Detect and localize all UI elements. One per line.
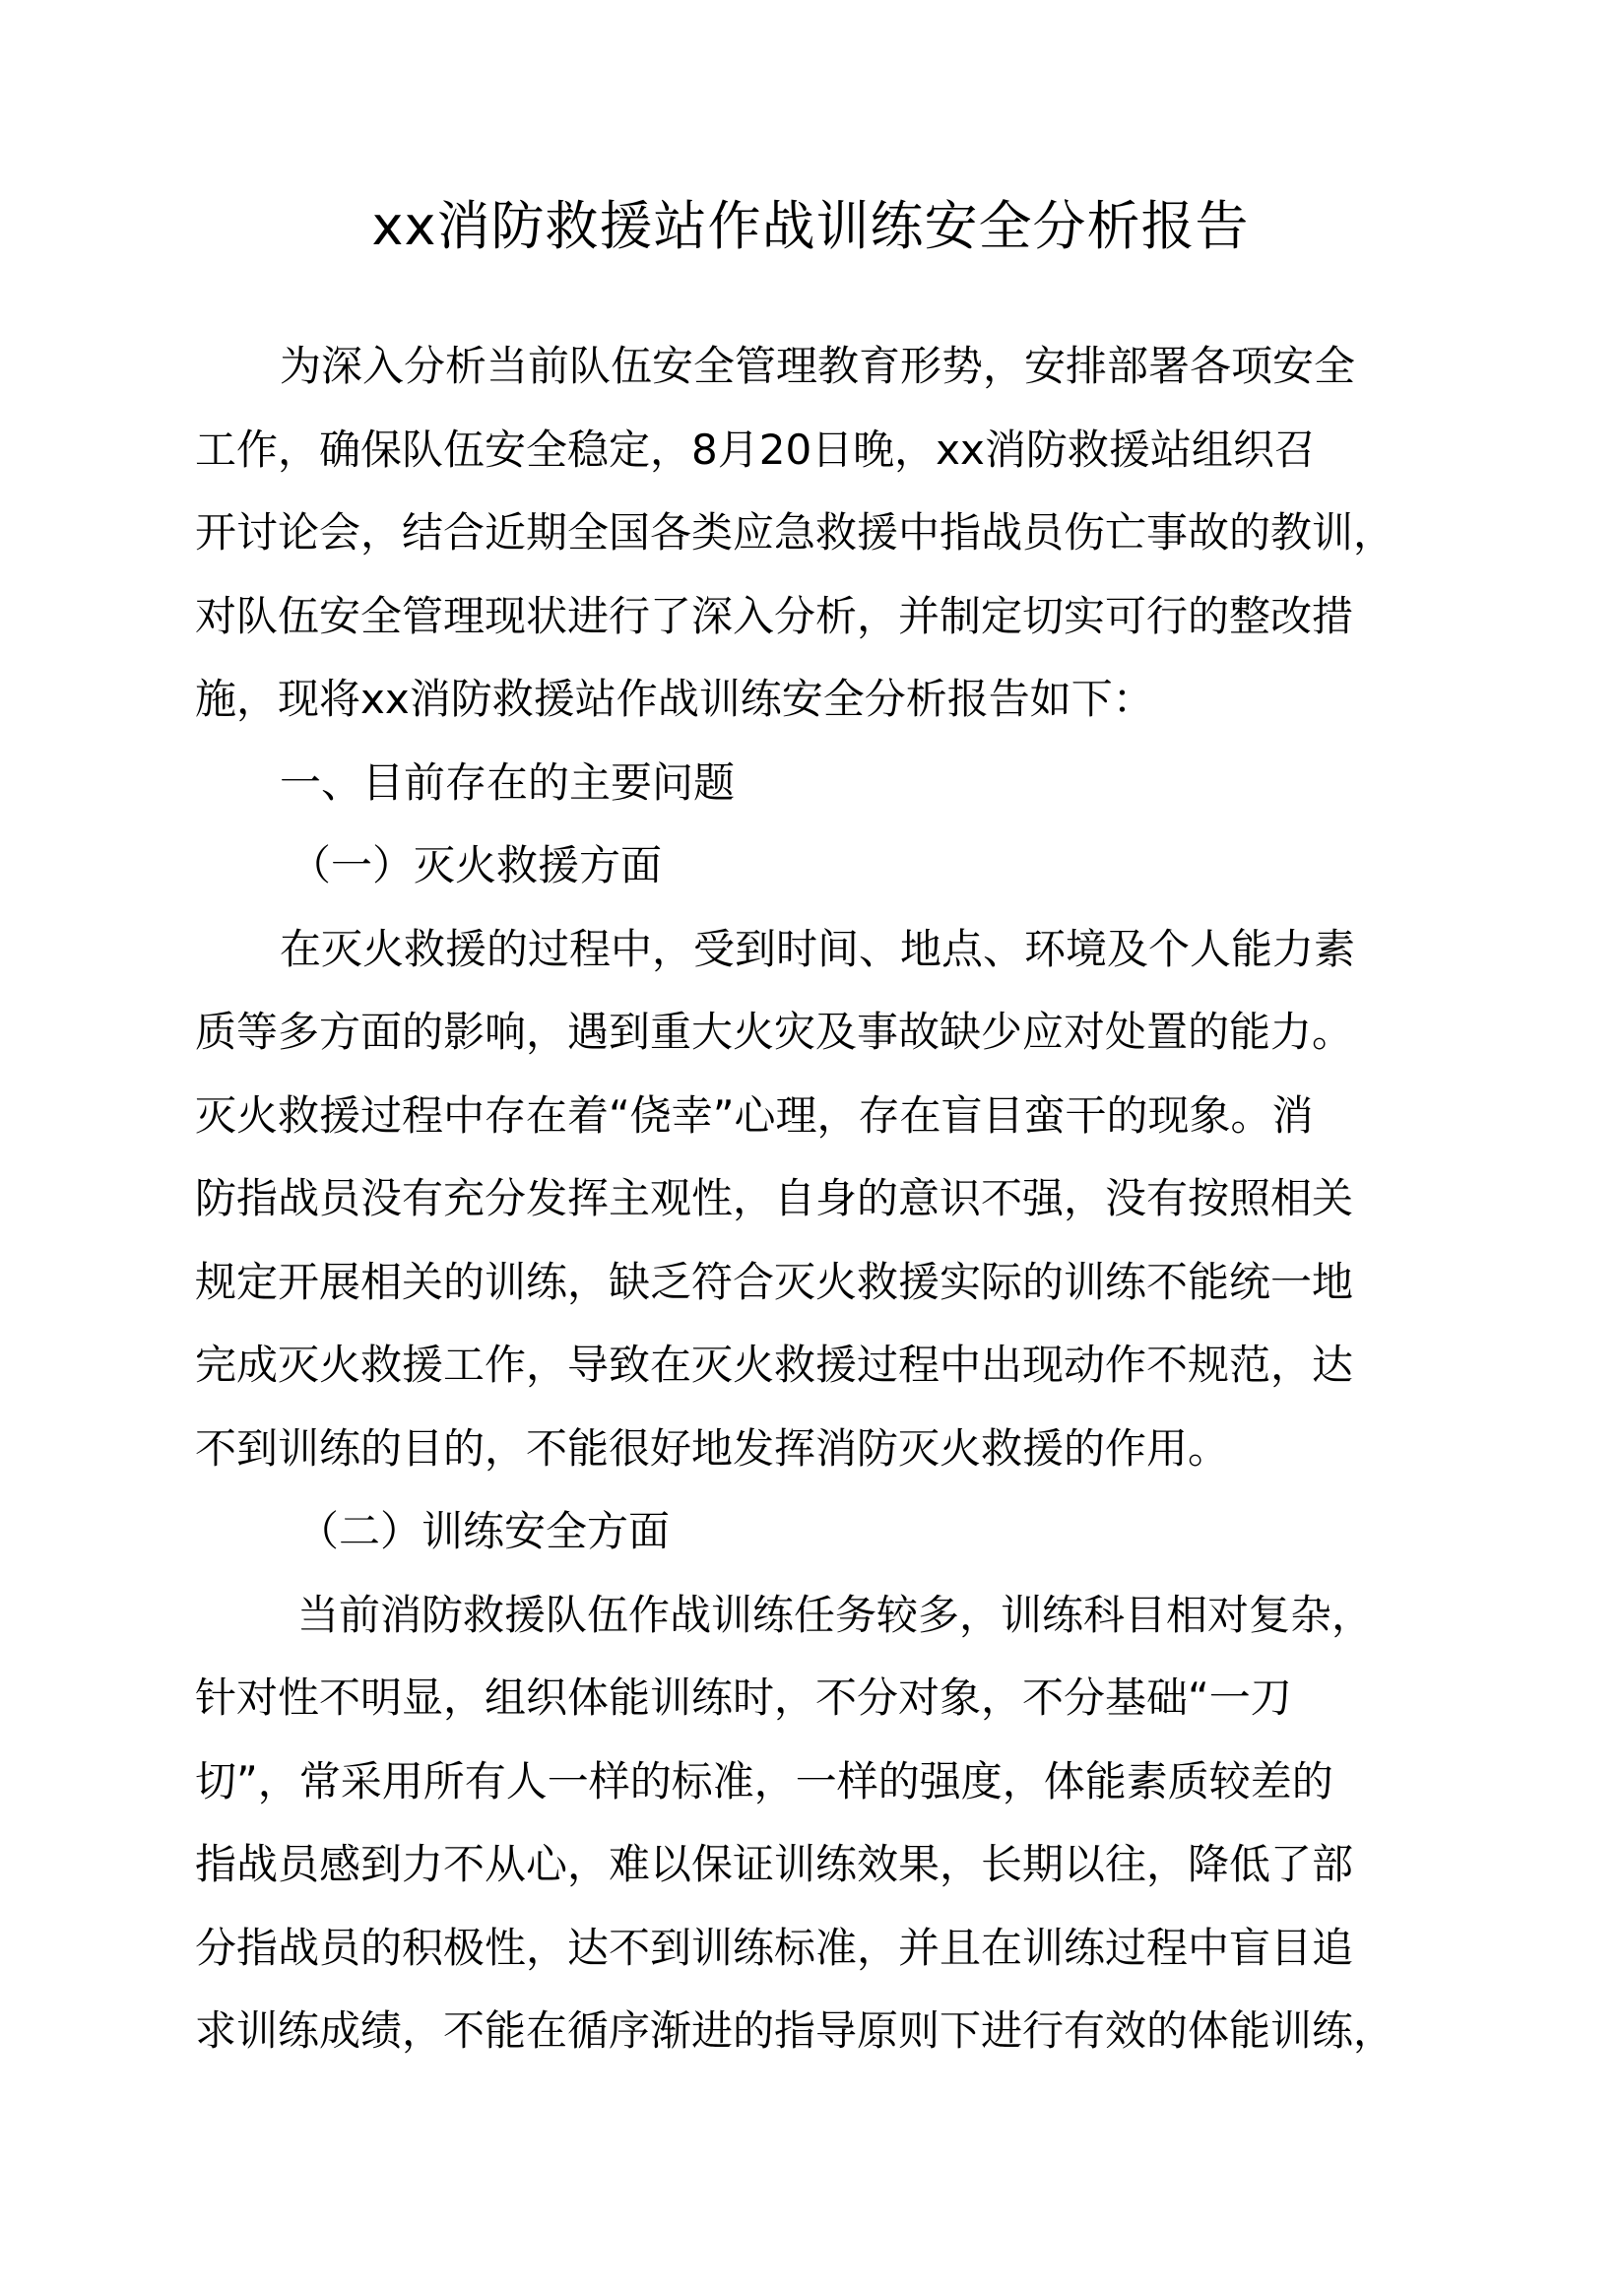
paragraph-line: 切”，常采用所有人一样的标准，一样的强度，体能素质较差的 — [195, 1756, 1333, 1805]
paragraph-line: 求训练成绩，不能在循序渐进的指导原则下进行有效的体能训练， — [195, 2006, 1395, 2055]
paragraph-line: 完成灭火救援工作，导致在灭火救援过程中出现动作不规范，达 — [195, 1341, 1354, 1389]
paragraph-line: 灭火救援过程中存在着“侥幸”心理，存在盲目蛮干的现象。消 — [195, 1090, 1314, 1140]
subsection-heading: （二）训练安全方面 — [297, 1507, 671, 1555]
paragraph-line: 开讨论会，结合近期全国各类应急救援中指战员伤亡事故的教训， — [195, 508, 1395, 557]
paragraph-line: 在灭火救援的过程中，受到时间、地点、环境及个人能力素 — [280, 924, 1356, 973]
paragraph-line: 指战员感到力不从心，难以保证训练效果，长期以往，降低了部 — [195, 1840, 1354, 1888]
document-title: xx消防救援站作战训练安全分析报告 — [371, 195, 1250, 257]
paragraph-line: 对队伍安全管理现状进行了深入分析，并制定切实可行的整改措 — [195, 591, 1354, 640]
paragraph-line: 质等多方面的影响，遇到重大火灾及事故缺少应对处置的能力。 — [195, 1008, 1354, 1056]
paragraph-line: 分指战员的积极性，达不到训练标准，并且在训练过程中盲目追 — [195, 1923, 1354, 1972]
paragraph-line: 工作，确保队伍安全稳定，8月20日晚，xx消防救援站组织召 — [195, 425, 1316, 474]
paragraph-line: 防指战员没有充分发挥主观性，自身的意识不强，没有按照相关 — [195, 1174, 1354, 1222]
paragraph-line: 规定开展相关的训练，缺乏符合灭火救援实际的训练不能统一地 — [195, 1257, 1354, 1306]
paragraph-line: 当前消防救援队伍作战训练任务较多，训练科目相对复杂， — [297, 1590, 1374, 1639]
section-heading: 一、目前存在的主要问题 — [280, 757, 736, 807]
paragraph-line: 为深入分析当前队伍安全管理教育形势，安排部署各项安全 — [280, 342, 1356, 390]
document-body — [195, 325, 1475, 2073]
subsection-heading: （一）灭火救援方面 — [290, 841, 663, 889]
paragraph-line: 施，现将xx消防救援站作战训练安全分析报告如下： — [195, 675, 1154, 723]
paragraph-line: 针对性不明显，组织体能训练时，不分对象，不分基础“一刀 — [195, 1673, 1292, 1722]
paragraph-line: 不到训练的目的，不能很好地发挥消防灭火救援的作用。 — [195, 1423, 1230, 1473]
